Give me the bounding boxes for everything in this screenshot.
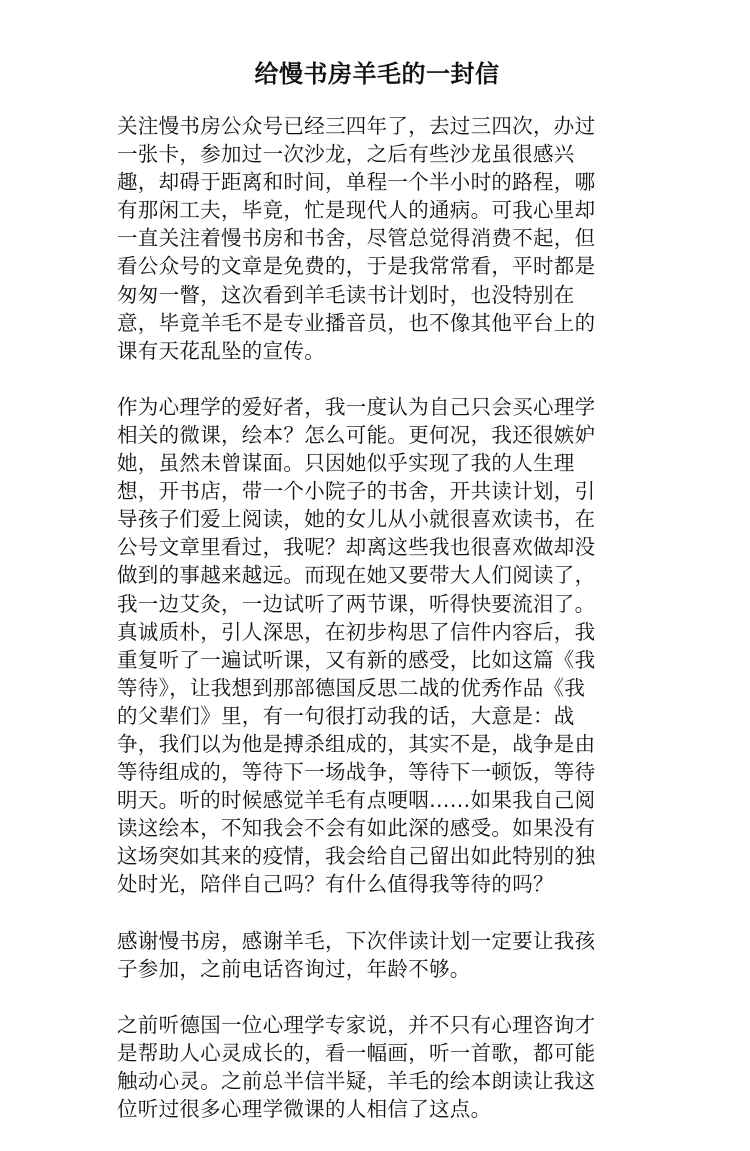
text-line: 课有天花乱坠的宣传。	[117, 338, 325, 363]
text-line: 她，虽然未曾谋面。只因她似乎实现了我的人生理	[117, 451, 575, 476]
text-line: 导孩子们爱上阅读，她的女儿从小就很喜欢读书，在	[117, 507, 596, 532]
text-line: 看公众号的文章是免费的，于是我常常看，平时都是	[117, 254, 596, 279]
text-line: 作为心理学的爱好者，我一度认为自己只会买心理学	[117, 394, 596, 419]
letter-title: 给慢书房羊毛的一封信	[254, 60, 500, 88]
text-line: 感谢慢书房，感谢羊毛，下次伴读计划一定要让我孩	[117, 928, 596, 953]
letter-page	[117, 58, 637, 1151]
text-line: 的父辈们》里，有一句很打动我的话，大意是：战	[117, 703, 575, 728]
text-line: 等待组成的，等待下一场战争，等待下一顿饭，等待	[117, 760, 596, 785]
paragraph-3	[117, 927, 637, 983]
text-line: 我一边艾灸，一边试听了两节课，听得快要流泪了。	[117, 591, 596, 616]
paragraph-4	[117, 1011, 637, 1123]
text-line: 位听过很多心理学微课的人相信了这点。	[117, 1097, 492, 1121]
text-line: 想，开书店，带一个小院子的书舍，开共读计划，引	[117, 479, 596, 504]
text-line: 关注慢书房公众号已经三四年了，去过三四次，办过	[117, 114, 596, 138]
text-line: 这场突如其来的疫情，我会给自己留出如此特别的独	[117, 844, 596, 869]
text-line: 之前听德国一位心理学专家说，并不只有心理咨询才	[117, 1012, 596, 1037]
text-line: 读这绘本，不知我会不会有如此深的感受。如果没有	[117, 816, 596, 841]
text-line: 公号文章里看过，我呢？却离这些我也很喜欢做却没	[117, 535, 596, 560]
text-line: 意，毕竟羊毛不是专业播音员，也不像其他平台上的	[117, 310, 596, 335]
text-line: 是帮助人心灵成长的，看一幅画，听一首歌，都可能	[117, 1040, 596, 1065]
text-line: 争，我们以为他是搏杀组成的，其实不是，战争是由	[117, 731, 596, 756]
text-line: 重复听了一遍试听课，又有新的感受，比如这篇《我	[117, 647, 596, 672]
paragraph-2	[117, 393, 637, 899]
text-line: 匆匆一瞥，这次看到羊毛读书计划时，也没特别在	[117, 282, 575, 307]
text-line: 真诚质朴，引人深思，在初步构思了信件内容后，我	[117, 619, 596, 644]
text-line: 触动心灵。之前总半信半疑，羊毛的绘本朗读让我这	[117, 1068, 596, 1093]
text-line: 一直关注着慢书房和书舍，尽管总觉得消费不起，但	[117, 226, 596, 251]
text-line: 做到的事越来越远。而现在她又要带大人们阅读了，	[117, 563, 596, 588]
text-line: 明天。听的时候感觉羊毛有点哽咽……如果我自己阅	[117, 788, 596, 813]
letter-body	[117, 112, 637, 1123]
text-line: 一张卡，参加过一次沙龙，之后有些沙龙虽很感兴	[117, 142, 575, 167]
text-line: 相关的微课，绘本？怎么可能。更何况，我还很嫉妒	[117, 422, 596, 447]
text-line: 有那闲工夫，毕竟，忙是现代人的通病。可我心里却	[117, 198, 596, 223]
text-line: 子参加，之前电话咨询过，年龄不够。	[117, 956, 471, 981]
text-line: 趣，却碍于距离和时间，单程一个半小时的路程，哪	[117, 170, 596, 195]
text-line: 处时光，陪伴自己吗？有什么值得我等待的吗？	[117, 872, 554, 897]
paragraph-1	[117, 112, 637, 365]
text-line: 等待》，让我想到那部德国反思二战的优秀作品《我	[117, 675, 586, 700]
